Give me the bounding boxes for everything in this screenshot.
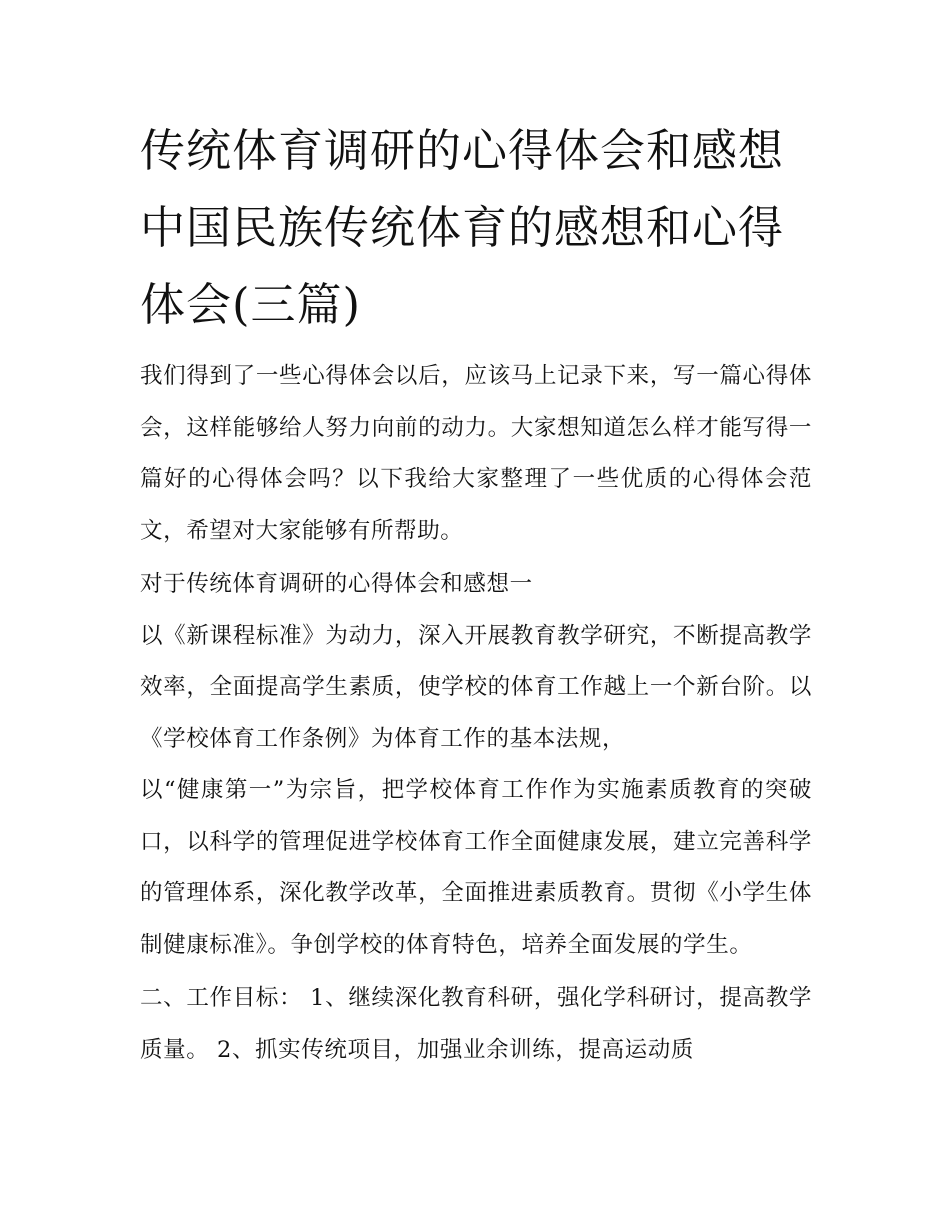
document-page [140,112,812,1076]
body-paragraph-2: 以“健康第一”为宗旨，把学校体育工作作为实施素质教育的突破口，以科学的管理促进学校体育工作全面健康发展，建立完善科学的管理体系，深化教学改革，全面推进素质教育。贯彻《小学生体制健康标准》。争创学校的体育特色，培养全面发展的学生。 [140,777,812,958]
body-paragraph-3: 二、工作目标： 1、继续深化教育科研，强化学科研讨，提高教学质量。 2、抓实传统项目，加强业余训练，提高运动质 [140,985,812,1063]
body-paragraph-1: 以《新课程标准》为动力，深入开展教育教学研究，不断提高教学效率，全面提高学生素质，使学校的体育工作越上一个新台阶。以《学校体育工作条例》为体育工作的基本法规， [140,622,812,752]
intro-paragraph: 我们得到了一些心得体会以后，应该马上记录下来，写一篇心得体会，这样能够给人努力向前的动力。大家想知道怎么样才能写得一篇好的心得体会吗？以下我给大家整理了一些优质的心得体会范文，希望对大家能够有所帮助。 [140,363,812,544]
document-title: 传统体育调研的心得体会和感想 中国民族传统体育的感想和心得体会(三篇) [140,124,785,331]
section-heading: 对于传统体育调研的心得体会和感想一 [140,571,533,597]
